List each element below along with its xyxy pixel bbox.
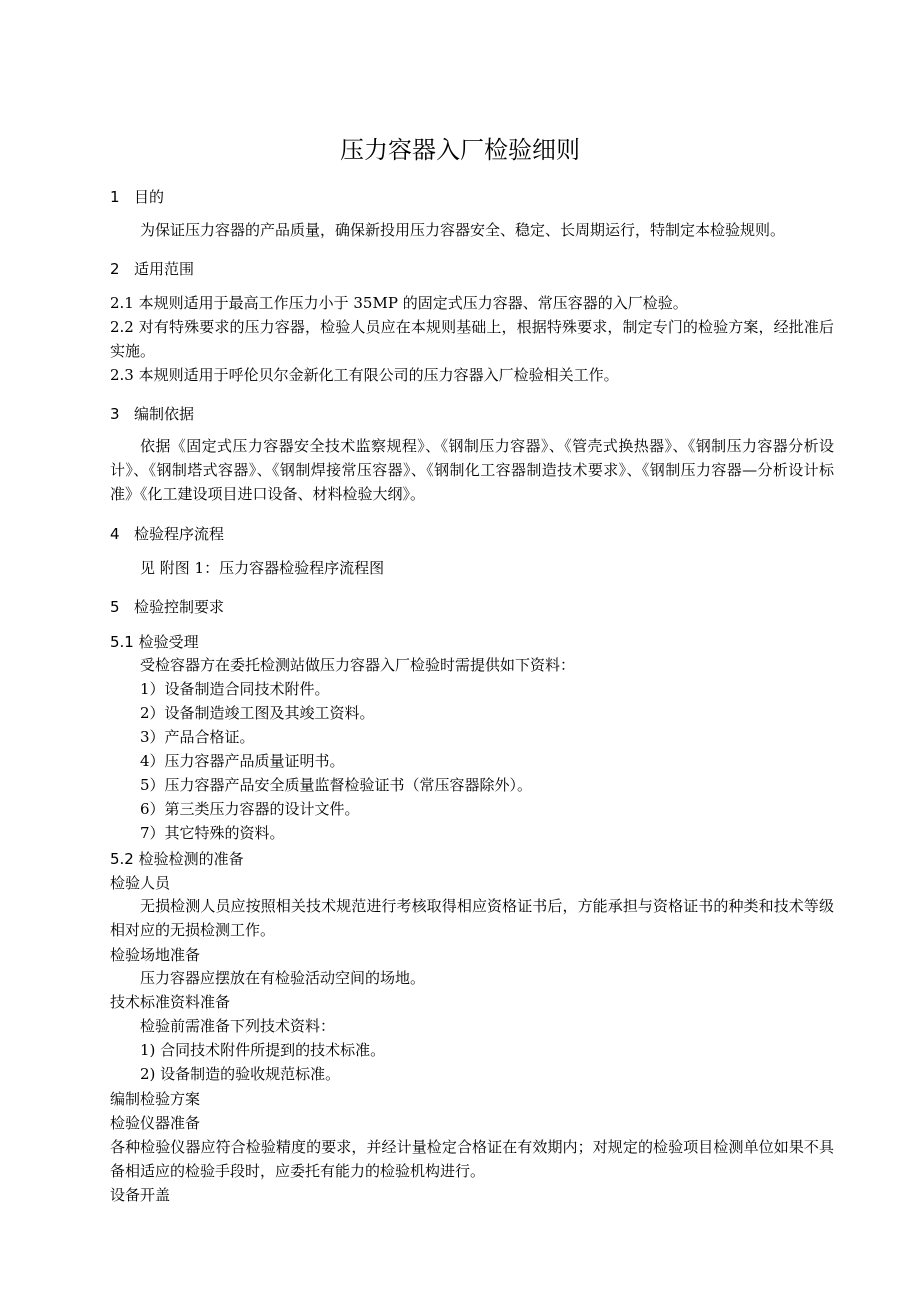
section-2-item-1: 2.1 本规则适用于最高工作压力小于 35MP 的固定式压力容器、常压容器的入厂检验。 — [110, 294, 688, 312]
section-5-1-intro: 受检容器方在委托检测站做压力容器入厂检验时需提供如下资料： — [140, 656, 576, 674]
site-heading: 检验场地准备 — [110, 946, 201, 964]
plan-heading: 编制检验方案 — [110, 1090, 201, 1108]
standards-heading: 技术标准资料准备 — [110, 993, 231, 1011]
section-2-item-3: 2.3 本规则适用于呼伦贝尔金新化工有限公司的压力容器入厂检验相关工作。 — [110, 366, 619, 384]
site-paragraph: 压力容器应摆放在有检验活动空间的场地。 — [140, 969, 426, 987]
section-5-2-heading: 5.2 检验检测的准备 — [110, 850, 244, 868]
open-cover-heading: 设备开盖 — [110, 1186, 171, 1204]
list-item: 3）产品合格证。 — [140, 728, 255, 746]
personnel-heading: 检验人员 — [110, 874, 171, 892]
list-item: 2) 设备制造的验收规范标准。 — [140, 1065, 341, 1083]
list-item: 6）第三类压力容器的设计文件。 — [140, 800, 360, 818]
list-item: 7）其它特殊的资料。 — [140, 824, 285, 842]
page-title: 压力容器入厂检验细则 — [340, 136, 580, 164]
section-1-heading: 1 目的 — [110, 188, 165, 206]
section-3-paragraph: 依据《固定式压力容器安全技术监察规程》、《钢制压力容器》、《管壳式换热器》、《钢制压力容器分析设计》、《钢制塔式容器》、《钢制焊接常压容器》、《钢制化工容器制造技术要求》、《钢制压力容器—分析设计标准》《化工建设项目进口设备、材料检验大纲》。 — [110, 437, 834, 503]
list-item: 2）设备制造竣工图及其竣工资料。 — [140, 704, 375, 722]
section-4-heading: 4 检验程序流程 — [110, 525, 225, 543]
list-item: 5）压力容器产品安全质量监督检验证书（常压容器除外）。 — [140, 776, 533, 794]
section-1-paragraph: 为保证压力容器的产品质量，确保新投用压力容器安全、稳定、长周期运行，特制定本检验规则。 — [140, 221, 786, 239]
instruments-heading: 检验仪器准备 — [110, 1114, 201, 1132]
list-item: 4）压力容器产品质量证明书。 — [140, 752, 345, 770]
personnel-paragraph: 无损检测人员应按照相关技术规范进行考核取得相应资格证书后，方能承担与资格证书的种类和技术等级相对应的无损检测工作。 — [110, 897, 834, 939]
standards-paragraph: 检验前需准备下列技术资料： — [140, 1017, 336, 1035]
instruments-paragraph: 各种检验仪器应符合检验精度的要求，并经计量检定合格证在有效期内；对规定的检验项目检测单位如果不具备相适应的检验手段时，应委托有能力的检验机构进行。 — [110, 1138, 834, 1180]
section-5-1-heading: 5.1 检验受理 — [110, 633, 199, 651]
section-2-heading: 2 适用范围 — [110, 260, 195, 278]
section-4-paragraph: 见 附图 1：压力容器检验程序流程图 — [140, 559, 385, 577]
list-item: 1) 合同技术附件所提到的技术标准。 — [140, 1041, 386, 1059]
section-5-heading: 5 检验控制要求 — [110, 598, 225, 616]
section-2-item-2: 2.2 对有特殊要求的压力容器，检验人员应在本规则基础上，根据特殊要求，制定专门的检验方案，经批准后实施。 — [110, 318, 834, 360]
list-item: 1）设备制造合同技术附件。 — [140, 680, 330, 698]
section-3-heading: 3 编制依据 — [110, 405, 195, 423]
